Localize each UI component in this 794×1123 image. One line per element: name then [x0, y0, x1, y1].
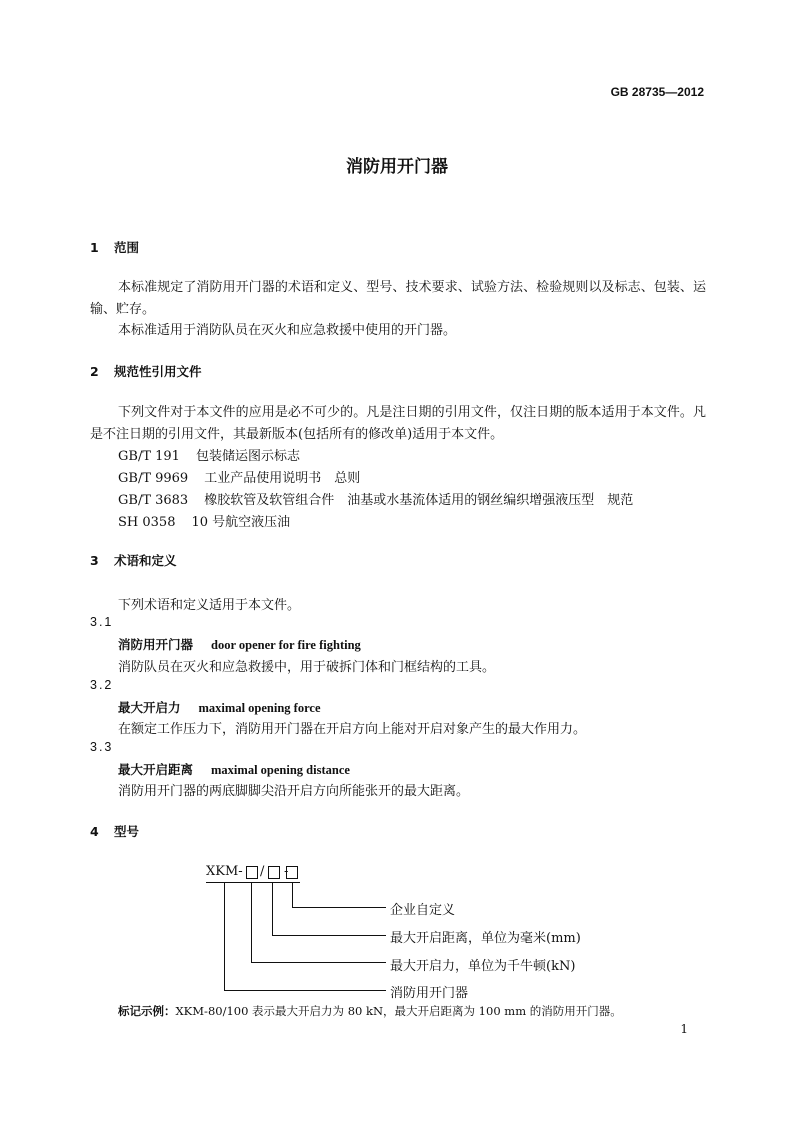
standard-number: GB 28735—2012 — [610, 85, 704, 99]
term-chinese: 消防用开门器 — [118, 637, 194, 652]
section-number: 4 — [90, 824, 99, 839]
section-title: 型号 — [114, 824, 140, 839]
placeholder-box — [287, 867, 298, 879]
reference-code: GB/T 9969 — [118, 471, 189, 486]
placeholder-box — [269, 867, 280, 879]
term-english: maximal opening distance — [211, 763, 350, 777]
term-number: 3.3 — [90, 740, 114, 754]
reference-code: GB/T 191 — [118, 449, 180, 464]
term-english: maximal opening force — [198, 701, 321, 715]
reference-title: 橡胶软管及软管组合件 油基或水基流体适用的钢丝编织增强液压型 规范 — [204, 493, 634, 508]
leader-line — [225, 883, 387, 991]
label-opening-distance: 最大开启距离，单位为毫米(mm) — [390, 931, 581, 946]
model-separator: - — [284, 864, 289, 879]
marking-example-text: XKM-80/100 表示最大开启力为 80 kN，最大开启距离为 100 mm 的消防用开门器。 — [175, 1004, 622, 1018]
section-number: 1 — [90, 240, 99, 255]
model-prefix: XKM- — [206, 864, 243, 879]
term-chinese: 最大开启距离 — [118, 762, 194, 777]
reference-title: 工业产品使用说明书 总则 — [204, 471, 361, 486]
label-opening-force: 最大开启力，单位为千牛顿(kN) — [390, 959, 576, 974]
reference-title: 10 号航空液压油 — [191, 515, 291, 530]
term-definition: 消防队员在灭火和应急救援中，用于破拆门体和门框结构的工具。 — [118, 660, 496, 675]
leader-line — [273, 883, 387, 936]
term-definition: 在额定工作压力下，消防用开门器在开启方向上能对开启对象产生的最大作用力。 — [118, 722, 587, 737]
term-english: door opener for fire fighting — [211, 638, 361, 652]
section-2-paragraph: 下列文件对于本文件的应用是必不可少的。凡是注日期的引用文件，仅注日期的版本适用于本文件。凡是不注日期的引用文件，其最新版本(包括所有的修改单)适用于本文件。 — [90, 405, 706, 442]
leader-line — [293, 883, 387, 908]
section-title: 规范性引用文件 — [114, 364, 202, 379]
term-number: 3.1 — [90, 615, 114, 629]
reference-title: 包装储运图示标志 — [195, 449, 300, 464]
section-1-paragraph-1: 本标准规定了消防用开门器的术语和定义、型号、技术要求、试验方法、检验规则以及标志、包装、运输、贮存。 — [90, 280, 706, 317]
page-number: 1 — [680, 1022, 688, 1036]
term-number: 3.2 — [90, 678, 114, 692]
placeholder-box — [247, 867, 258, 879]
leader-line — [252, 883, 387, 963]
term-definition: 消防用开门器的两底脚脚尖沿开启方向所能张开的最大距离。 — [118, 784, 470, 799]
section-1-paragraph-2: 本标准适用于消防队员在灭火和应急救援中使用的开门器。 — [118, 323, 457, 338]
term-chinese: 最大开启力 — [118, 700, 181, 715]
document-title: 消防用开门器 — [346, 157, 448, 177]
marking-example — [118, 1003, 622, 1019]
reference-code: SH 0358 — [118, 515, 176, 530]
section-title: 范围 — [114, 240, 140, 255]
reference-code: GB/T 3683 — [118, 493, 189, 508]
section-title: 术语和定义 — [114, 553, 177, 568]
label-product-name: 消防用开门器 — [390, 986, 469, 1001]
section-number: 3 — [90, 553, 99, 568]
section-3-intro: 下列术语和定义适用于本文件。 — [118, 598, 301, 613]
section-number: 2 — [90, 364, 99, 379]
label-custom: 企业自定义 — [390, 903, 456, 918]
marking-example-label: 标记示例： — [118, 1004, 176, 1018]
model-separator: / — [260, 864, 265, 879]
